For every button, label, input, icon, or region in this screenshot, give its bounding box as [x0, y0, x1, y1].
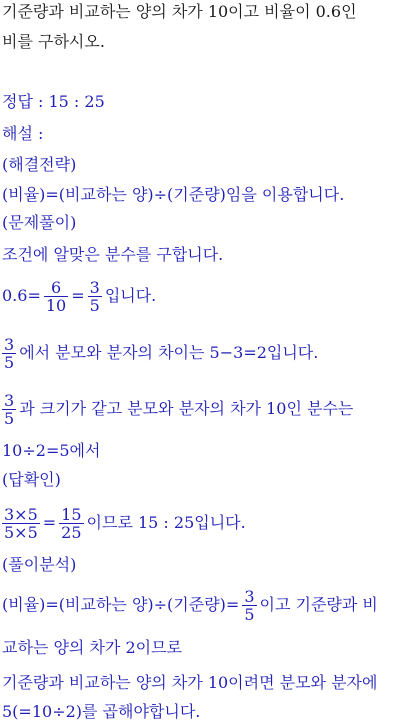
equation-4: [2, 500, 246, 546]
eq1-lhs: 0.6=: [2, 286, 41, 305]
problem-line-2: 비를 구하시오.: [2, 32, 105, 51]
eq3-rhs: 과 크기가 같고 분모와 분자의 차가 10인 분수는: [19, 399, 354, 418]
eq3-fraction: [2, 392, 16, 427]
eq1-fraction-2: [88, 279, 102, 314]
eq4-fraction-2: [59, 506, 83, 541]
analysis-text-2: 기준량과 비교하는 양의 차가 10이려면 분모와 분자에: [2, 673, 378, 692]
strategy-text: (비율)=(비교하는 양)÷(기준량)임을 이용합니다.: [2, 185, 345, 204]
eq5-denominator: 5: [244, 604, 255, 624]
eq5-fraction: [242, 588, 256, 623]
equation-1: [2, 273, 156, 319]
eq2-denominator: 5: [4, 352, 15, 372]
eq4-f2-denominator: 25: [61, 522, 82, 542]
explanation-label: 해설 :: [2, 124, 44, 143]
eq4-rhs: 이므로 15 : 25입니다.: [86, 513, 246, 532]
equation-3: [2, 386, 353, 432]
eq5-numerator: 3: [244, 586, 255, 606]
answer: 정답 : 15 : 25: [2, 92, 105, 111]
eq1-f1-numerator: 6: [50, 277, 62, 297]
eq4-equals: =: [42, 513, 57, 532]
solve-text-2: 10÷2=5에서: [2, 441, 101, 460]
eq4-f1-denominator: 5×5: [4, 522, 38, 542]
eq2-numerator: 3: [4, 334, 15, 354]
check-title: (답확인): [2, 470, 61, 489]
eq2-fraction: [2, 336, 16, 371]
eq4-f2-numerator: 15: [61, 504, 82, 524]
eq1-rhs: 입니다.: [104, 286, 157, 305]
eq1-f2-numerator: 3: [89, 277, 100, 297]
eq1-equals: =: [71, 286, 85, 305]
eq5-lhs: (비율)=(비교하는 양)÷(기준량)=: [2, 595, 240, 614]
eq3-numerator: 3: [4, 390, 15, 410]
eq5-rhs: 이고 기준량과 비: [259, 595, 378, 614]
analysis-text-1: 교하는 양의 차가 2이므로: [2, 638, 182, 657]
solve-text-1: 조건에 알맞은 분수를 구합니다.: [2, 245, 224, 264]
analysis-title: (풀이분석): [2, 555, 77, 574]
eq1-fraction-1: [44, 279, 68, 314]
problem-line-1: 기준량과 비교하는 양의 차가 10이고 비율이 0.6인: [2, 2, 357, 21]
eq1-f2-denominator: 5: [89, 295, 100, 315]
analysis-text-3: 5(=10÷2)를 곱해야합니다.: [2, 702, 201, 721]
equation-5: [2, 582, 378, 628]
eq4-fraction-1: [2, 506, 40, 541]
equation-2: [2, 330, 318, 376]
eq3-denominator: 5: [4, 408, 15, 428]
eq4-f1-numerator: 3×5: [4, 504, 38, 524]
strategy-title: (해결전략): [2, 155, 77, 174]
eq2-rhs: 에서 분모와 분자의 차이는 5−3=2입니다.: [19, 343, 319, 362]
eq1-f1-denominator: 10: [45, 295, 67, 315]
solve-title: (문제풀이): [2, 213, 77, 232]
